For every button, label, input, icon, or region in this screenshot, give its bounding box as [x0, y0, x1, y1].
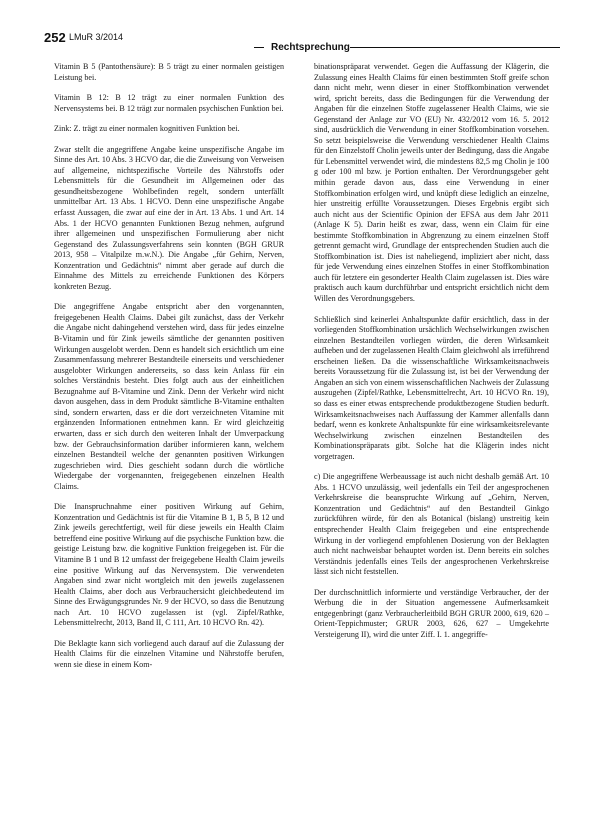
right-column	[314, 62, 549, 640]
journal-reference: LMuR 3/2014	[69, 32, 124, 42]
paragraph: Die Inanspruchnahme einer positiven Wirkung auf Gehirn, Konzentration und Gedächtnis ist für die Vitamine B 1, B 5, B 12 und Zink jeweils gerechtfertigt, weil für diese jeweils ein Health Claim betreffend eine positive Wirkung auf die psychische Funktion bzw. die geistige Leistung bzw. die kognitive Funktion freigegeben ist. Für die Vitamine B 1 und B 12 umfasst der freigegebene Health Claim jeweils eine positive Wirkung auf das Nervensystem. Die verwendeten Angaben sind zwar nicht wortgleich mit den jeweils zugelassenen Health Claims, aber doch aus Verbrauchersicht gleichbedeutend im Sinne des Erwägungsgrundes Nr. 9 der HCVO, so dass die Benutzung nach Art. 10 HCVO zugelassen ist (vgl. Zipfel/Rathke, Lebensmittelrecht, 2013, Band II, C 111, Art. 10 HCVO Rn. 42).	[54, 502, 284, 628]
paragraph: Zink: Z. trägt zu einer normalen kognitiven Funktion bei.	[54, 124, 240, 134]
paragraph: Der durchschnittlich informierte und verständige Verbraucher, der der Werbung die in der Situation angemessene Aufmerksamkeit entgegenbringt (ganz Verbraucherleitbild BGH GRUR 2000, 619, 620 – Orient-Teppichmuster; GRUR 2003, 626, 627 – Umgekehrte Versteigerung II), wird die unter Ziff. I. 1. angegriffe-	[314, 587, 549, 639]
paragraph: Die angegriffene Angabe entspricht aber den vorgenannten, freigegebenen Health Claims. Dabei gilt zunächst, dass der Verkehr die Angabe nicht dahingehend verstehen wird, dass für jedes einzelne B-Vitamin und für Zink jeweils sämtliche der genannten positiven Wirkungen ausgelobt werden. Denn es handelt sich ersichtlich um eine Zusammenfassung mehrerer Bestandteile einerseits und verschiedener ausgelobter Wirkungen andererseits, so dass kein Anlass für ein solches Verständnis besteht. Dies folgt auch aus der einheitlichen Bezugnahme auf B-Vitamine und Zink. Denn der Verkehr wird nicht davon ausgehen, dass in dem Produkt sämtliche B-Vitamine enthalten sind, sondern erwarten, dass er die dort verzeichneten Vitamine mit ergänzenden Informationen entnehmen kann. Er wird gleichzeitig erwarten, dass er sich durch den weiteren Inhalt der Umverpackung bzw. der Gebrauchsinformation darüber informieren kann, welchem einzelnen Bestandteil welche der genannten positiven Wirkungen zugeschrieben wird. Dies geschieht sodann durch die wörtliche Wiedergabe der vorgenannten, freigegebenen einzelnen Health Claims.	[54, 302, 284, 491]
paragraph: Zwar stellt die angegriffene Angabe keine unspezifische Angabe im Sinne des Art. 10 Abs. 3 HCVO dar, die die Zuweisung von Verweisen auf allgemeine, nichtspezifische Vorteile des Nährstoffs oder Lebensmittels für die Gesundheit im Allgemeinen oder das gesundheitsbezogene Wohlbefinden regelt, sondern unterfällt unmittelbar Art. 13 Abs. 1 HCVO. Denn eine unspezifische Angabe erfasst Aussagen, die zwar auf eine der in Art. 13 Abs. 1 und Art. 14 Abs. 1 der HCVO genannten Funktionen Bezug nehmen, aufgrund ihrer allgemeinen und unspezifischen Formulierung aber nicht Gegenstand des Zulassungsverfahrens sein konnten (BGH GRUR 2013, 958 – Vitalpilze m.w.N.). Die Angabe „für Gehirn, Nerven, Konzentration und Gedächtnis“ nimmt aber gerade auf durch die Einnahme des Mittels zu erreichende Funktionen des Körpers konkreten Bezug.	[54, 144, 284, 291]
left-column	[54, 62, 284, 670]
paragraph: Vitamin B 12: B 12 trägt zu einer normalen Funktion des Nervensystems bei. B 12 trägt zur normalen psychischen Funktion bei.	[54, 93, 284, 113]
header-rule-left	[254, 47, 264, 48]
page-number: 252	[44, 30, 66, 45]
paragraph: Vitamin B 5 (Pantothensäure): B 5 trägt zu einer normalen geistigen Leistung bei.	[54, 62, 284, 82]
paragraph: binationspräparat verwendet. Gegen die Auffassung der Klägerin, die Zulassung eines Health Claims für einen bestimmten Stoff greife schon dann nicht mehr, wenn dieser in einer Stoffkombination verwendet wird, spricht bereits, dass die Bedingungen für die Verwendung der Angaben für die einzelnen Stoffe zugelassener Health Claims, wie sie Gegenstand der Anlage zur VO (EU) Nr. 432/2012 vom 16. 5. 2012 sind, ausdrücklich die Verwendung in einer Stoffkombination vorsehen. So setzt beispielsweise die Verwendung verschiedener Health Claims für den Einzelstoff Cholin jeweils unter der Bedingung, dass die Angabe für Lebensmittel verwendet wird, die mindestens 82,5 mg Cholin je 100 g oder 100 ml bzw. je Portion enthalten. Der Verordnungsgeber geht mithin gerade davon aus, dass eine Verwendung in einer Stoffkombination erfolgen wird, und knüpft diese lediglich an einzelne, hier unstreitig erfüllte Voraussetzungen. Dieses Ergebnis ergibt sich auch nicht aus der Scientific Opinion der EFSA aus dem Jahr 2011 (Anlage K 5). Darin heißt es zwar, dass, wenn ein Claim für eine bestimmte Stoffkombination in Abgrenzung zu einem einzelnen Stoff getrennt gemacht wird, Grundlage der entsprechenden Studien auch die Stoffkombination ist. Dies ist naheliegend, impliziert aber nicht, dass für jede Verwendung eines einzelnen Stoffes in einer Stoffkombination auch für letztere ein gesonderter Health Claim zugelassen ist. Dies wäre praktisch auch kaum durchführbar und entspricht ersichtlich nicht dem Willen des Verordnungsgebers.	[314, 62, 549, 304]
paragraph: c) Die angegriffene Werbeaussage ist auch nicht deshalb gemäß Art. 10 Abs. 1 HCVO unzulässig, weil jedenfalls ein Teil der angesprochenen Verkehrskreise die beanspruchte Wirkung auf „Gehirn, Nerven, Konzentration und Gedächtnis“ auf den Bestandteil Ginkgo zurückführen würde, für den als Botanical (bislang) unstreitig kein entsprechender Health Claim freigegeben und eine entsprechende Wirkung in der vorliegend empfohlenen Dosierung von der Beklagten auch nicht nachweisbar behauptet worden ist. Denn bereits ein solches Verständnis jedenfalls eines Teils der angesprochenen Verkehrskreise lässt sich nicht feststellen.	[314, 472, 549, 577]
paragraph: Die Beklagte kann sich vorliegend auch darauf auf die Zulassung der Health Claims für die einzelnen Vitamine und Nährstoffe berufen, wenn sie diese in einem Kom-	[54, 638, 284, 669]
page-header	[44, 30, 560, 53]
paragraph: Schließlich sind keinerlei Anhaltspunkte dafür ersichtlich, dass in der vorliegenden Stoffkombination ursächlich Wechselwirkungen zwischen einzelnen Bestandteilen vorliegen würden, die deren Wirksamkeit aufheben und der zugelassenen Health Claim gleichwohl als irreführend erscheinen ließen. Da die wissenschaftliche Wirksamkeitsnachweis bereits Voraussetzung für die Zulassung ist, ist bei der Verwendung der Angaben an sich von einem wissenschaftlichen Nachweis der Zulassung auszugehen (Zipfel/Rathke, Lebensmittelrecht, Art. 10 HCVO Rn. 19), so dass es einer etwas entsprechende produktbezogene Studien bedurft. Wirksamkeitsnachweises nach Auffassung der Kammer allenfalls dann bedarf, wenn es konkrete Anhaltspunkte für eine wirksamkeitsrelevante Wechselwirkung zwischen einzelnen Bestandteilen des Kombinationspräparats gibt. Solche hat die Klägerin indes nicht vorgetragen.	[314, 314, 549, 461]
section-title: Rechtsprechung	[271, 42, 350, 53]
header-rule-right	[350, 47, 560, 48]
